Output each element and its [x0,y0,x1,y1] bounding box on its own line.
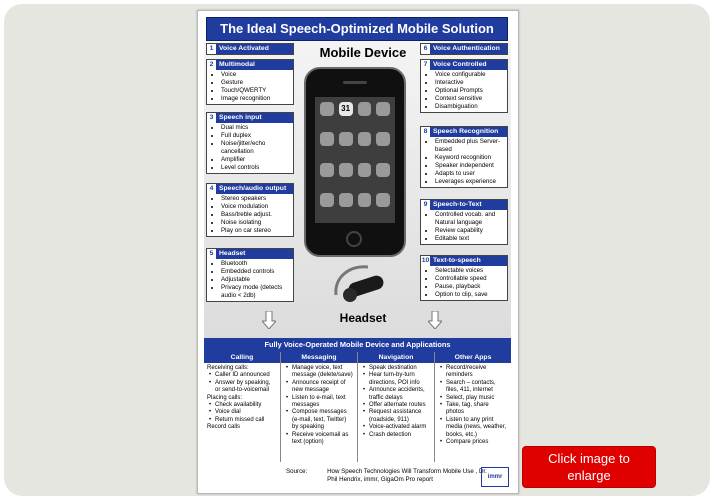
feature-item: • Voice [221,71,293,79]
bullet-icon: • [286,379,289,386]
feature-title: Voice Controlled [433,61,487,68]
feature-number: 1 [207,44,216,54]
feature-item: • Review capability [435,227,507,235]
feature-item: • Disambiguation [435,103,507,111]
feature-item: • Play on car stereo [221,227,293,235]
feature-number: 7 [421,60,430,70]
feature-item: • Privacy mode (detects audio < 2db) [221,284,293,300]
bullet-icon: • [440,365,443,371]
mobile-device-label: Mobile Device [319,45,407,60]
feature-item: • Touch/QWERTY [221,87,293,95]
app-icon [358,193,372,207]
feature-item: • Voice modulation [221,203,293,211]
app-column-header: Messaging [281,352,357,363]
bullet-icon: • [209,372,212,379]
feature-box-4 [206,183,294,237]
feature-item: • Editable text [435,235,507,243]
source-text: How Speech Technologies Will Transform Mobile Use , Dr. Phil Hendrix, immr, GigaOm Pro report [327,468,487,483]
app-subheading: Record calls [207,424,241,431]
app-column-other-apps [435,352,511,462]
bullet-icon: • [209,416,212,423]
app-icon [320,132,334,146]
applications-title: Fully Voice-Operated Mobile Device and Applications [204,338,511,352]
bullet-icon: • [286,409,289,416]
feature-box-2 [206,59,294,105]
bullet-icon: • [440,379,443,386]
enlarge-button-label: Click image to enlarge [548,451,630,483]
source-note [286,468,487,484]
bullet-icon: • [286,365,289,371]
app-subheading: Placing calls: [207,394,243,401]
bullet-icon: • [209,409,212,416]
headset-label: Headset [339,311,387,325]
app-bullet-item: • Return missed call [209,416,265,423]
app-column-navigation [358,352,435,462]
app-bullet-item: • Record/receive reminders [440,365,487,379]
feature-number: 6 [421,44,430,54]
bullet-icon: • [286,431,289,438]
feature-item: • Dual mics [221,124,293,132]
feature-item: • Amplifier [221,156,293,164]
phone-screen [315,97,395,223]
feature-number: 2 [207,60,216,70]
feature-item: • Controlled vocab. and Natural language [435,211,507,227]
app-bullet-item: • Voice-activated alarm [363,424,427,431]
app-icon [376,102,390,116]
app-column-header: Navigation [358,352,434,363]
app-bullet-item: • Search – contacts, files, 411, internet [440,379,496,394]
feature-number: 3 [207,113,216,123]
app-bullet-item: • Listen to e-mail, text messages [286,394,346,409]
bullet-icon: • [363,387,366,394]
feature-item: • Adjustable [221,276,293,284]
feature-item: • Bass/treble adjust. [221,211,293,219]
feature-box-1 [206,43,294,55]
source-label: Source: [286,468,308,475]
feature-number: 5 [207,249,216,259]
applications-table [204,352,511,462]
app-bullet-item: • Crash detection [363,431,412,438]
feature-title: Voice Activated [219,45,269,52]
app-icon [320,163,334,177]
poster-title: The Ideal Speech-Optimized Mobile Solution [206,17,508,41]
app-bullet-item: • Caller ID announced [209,372,270,379]
feature-item: • Pause, playback [435,283,507,291]
bullet-icon: • [363,365,366,371]
app-bullet-item: • Compose messages (e-mail, text, Twitter) by speaking [286,409,347,431]
app-icon [358,102,372,116]
feature-item: • Option to clip, save [435,291,507,299]
feature-item: • Interactive [435,79,507,87]
feature-box-7 [420,59,508,113]
app-bullet-item: • Compare prices [440,439,489,446]
feature-item: • Image recognition [221,95,293,103]
app-bullet-item: • Announce accidents, traffic delays [363,387,425,401]
feature-item: • Full duplex [221,132,293,140]
feature-title: Speech-to-Text [433,201,482,208]
app-icon [320,102,334,116]
app-bullet-item: • Take, tag, share photos [440,402,489,416]
app-column-header: Calling [204,352,280,363]
feature-number: 9 [421,200,430,210]
feature-item: • Embedded controls [221,268,293,276]
feature-item: • Adapts to user [435,170,507,178]
app-icon [358,163,372,177]
bullet-icon: • [363,402,366,409]
bullet-icon: • [440,439,443,446]
feature-item: • Bluetooth [221,260,293,268]
feature-box-5 [206,248,294,302]
immr-logo: immr [481,467,509,487]
feature-title: Text-to-speech [433,257,481,264]
feature-item: • Controllable speed [435,275,507,283]
app-bullet-item: • Offer alternate routes [363,402,426,409]
feature-item: • Noise/jitter/echo cancellation [221,140,293,156]
feature-item: • Context sensitive [435,95,507,103]
app-icon [339,163,353,177]
bullet-icon: • [363,409,366,416]
bullet-icon: • [363,372,366,379]
feature-box-6 [420,43,508,55]
bullet-icon: • [440,416,443,423]
app-bullet-item: • Answer by speaking, or send-to-voicemail [209,379,271,394]
feature-item: • Stereo speakers [221,195,293,203]
feature-number: 8 [421,127,430,137]
feature-item: • Leverages experience [435,178,507,186]
feature-item: • Level controls [221,164,293,172]
feature-item: • Selectable voices [435,267,507,275]
infographic-image[interactable] [197,10,519,494]
feature-item: • Speaker independent [435,162,507,170]
feature-box-8 [420,126,508,188]
phone-speaker [343,81,367,84]
feature-box-9 [420,199,508,245]
feature-title: Speech input [219,114,262,121]
app-bullet-item: • Check availability [209,402,262,409]
app-icon [320,193,334,207]
phone-illustration [304,67,406,257]
bullet-icon: • [286,394,289,401]
bullet-icon: • [440,394,443,401]
feature-number: 10 [421,257,430,264]
calendar-app-icon: 31 [339,102,353,116]
feature-item: • Voice configurable [435,71,507,79]
app-column-calling [204,352,281,462]
app-icon [339,193,353,207]
feature-title: Speech Recognition [433,128,499,135]
app-icon [358,132,372,146]
app-column-messaging [281,352,358,462]
bullet-icon: • [440,402,443,409]
app-bullet-item: • Select, play music [440,394,495,401]
feature-box-10 [420,255,508,301]
feature-item: • Gesture [221,79,293,87]
feature-title: Multimodal [219,61,255,68]
bullet-icon: • [363,424,366,431]
headset-icon [328,255,392,307]
bullet-icon: • [363,431,366,438]
down-arrow-icon [262,311,276,329]
feature-box-3 [206,112,294,174]
feature-item: • Embedded plus Server-based [435,138,507,154]
app-icon [376,193,390,207]
app-bullet-item: • Request assistance (roadside, 911) [363,409,422,423]
home-button-icon [346,231,362,247]
app-column-header: Other Apps [435,352,511,363]
app-icon [376,132,390,146]
app-bullet-item: • Receive voicemail as text (option) [286,431,349,446]
app-bullet-item: • Listen to any print media (news, weather, books, etc.) [440,416,507,438]
app-bullet-item: • Hear turn-by-turn directions, POI info [363,372,420,386]
app-subheading: Receiving calls: [207,365,249,371]
bullet-icon: • [209,379,212,386]
enlarge-button[interactable] [522,446,656,488]
feature-item: • Keyword recognition [435,154,507,162]
feature-item: • Optional Prompts [435,87,507,95]
app-bullet-item: • Announce receipt of new message [286,379,346,394]
app-bullet-item: • Speak destination [363,365,417,371]
app-icon [376,163,390,177]
feature-item: • Noise isolating [221,219,293,227]
feature-title: Speech/audio output [219,185,287,192]
app-bullet-item: • Voice dial [209,409,241,416]
app-icon [339,132,353,146]
down-arrow-icon [428,311,442,329]
feature-title: Voice Authentication [433,45,500,52]
bullet-icon: • [209,402,212,409]
feature-number: 4 [207,184,216,194]
feature-title: Headset [219,250,246,257]
app-bullet-item: • Manage voice, text message (delete/save) [286,365,353,379]
